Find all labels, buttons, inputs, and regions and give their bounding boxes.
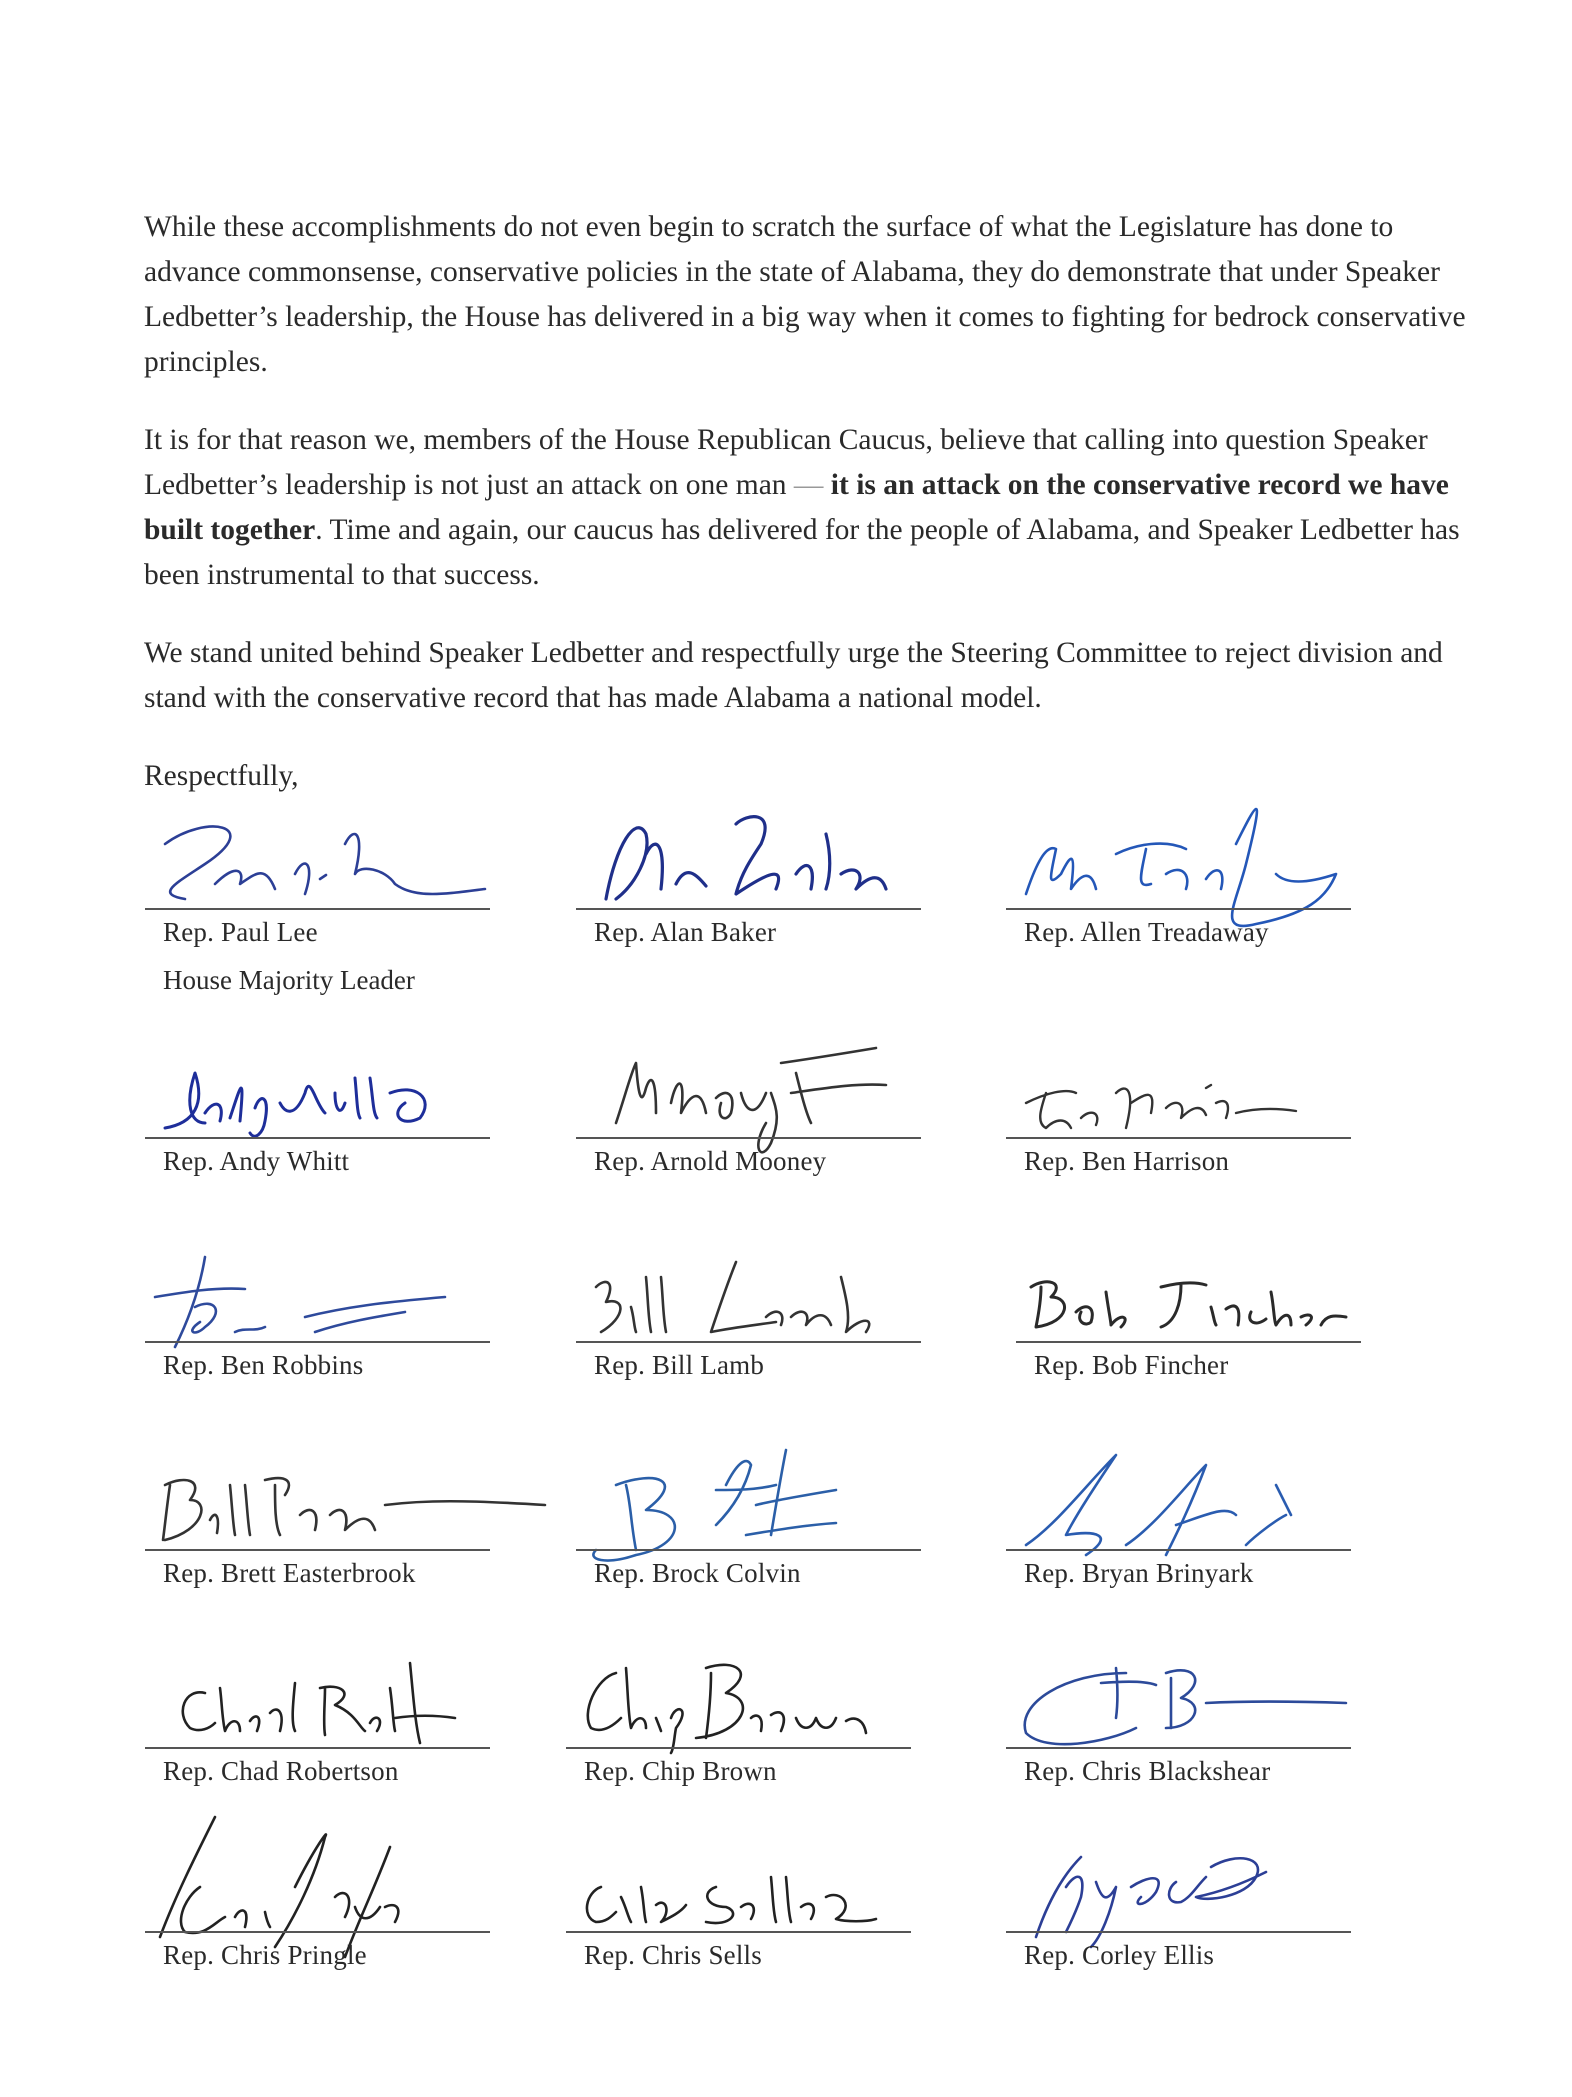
ink-stroke (160, 1817, 398, 1957)
signature-line (576, 908, 921, 910)
signature-block-bill-lamb (576, 1237, 921, 1397)
handwritten-signature (1006, 1643, 1351, 1773)
ink-stroke (587, 1877, 876, 1923)
handwritten-signature (1006, 1033, 1351, 1163)
signature-line (566, 1747, 911, 1749)
signatory-name: Rep. Chris Sells (584, 1940, 762, 1970)
signature-block-bryan-brinyark (1006, 1445, 1351, 1605)
signature-line (1006, 1137, 1351, 1139)
signature-block-chris-blackshear (1006, 1643, 1351, 1803)
signature-line (145, 1931, 490, 1933)
signature-line (566, 1931, 911, 1933)
signature-line (145, 908, 490, 910)
ink-stroke (606, 817, 886, 899)
signatory-name: Rep. Corley Ellis (1024, 1940, 1215, 1970)
handwritten-signature (145, 1237, 490, 1367)
handwritten-signature (1016, 1237, 1361, 1367)
ink-stroke (1026, 1455, 1291, 1555)
signature-line (145, 1747, 490, 1749)
signature-block-chris-sells (566, 1827, 911, 1987)
ink-stroke (165, 827, 485, 899)
signature-line (1006, 908, 1351, 910)
signature-block-paul-lee (145, 804, 490, 995)
ink-stroke (1036, 1857, 1266, 1947)
ink-stroke (588, 1665, 866, 1753)
paragraph-1: While these accomplishments do not even begin to scratch the surface of what the Legislature has done to advance commonsense, conservative policies in the state of Alabama, they do demonstrate that under Speaker Ledbetter’s leadership, the House has delivered in a big way when it comes to fighting for bedrock conservative principles. (144, 211, 1466, 378)
paragraph-3: We stand united behind Speaker Ledbetter and respectfully urge the Steering Committee to reject division and stand with the conservative record that has made Alabama a national model. (144, 637, 1443, 714)
signature-block-andy-whitt (145, 1033, 490, 1193)
signatory-name: Rep. Arnold Mooney (594, 1146, 827, 1176)
handwritten-signature (566, 1643, 911, 1773)
signatory-name: Rep. Ben Harrison (1024, 1146, 1230, 1176)
signature-block-allen-treadaway (1006, 804, 1351, 964)
signature-block-brock-colvin (576, 1445, 921, 1605)
signatory-name: Rep. Andy Whitt (163, 1146, 350, 1176)
signature-block-bob-fincher (1016, 1237, 1361, 1397)
handwritten-signature (576, 1033, 921, 1163)
signatory-name: Rep. Alan Baker (594, 917, 777, 947)
signature-block-ben-harrison (1006, 1033, 1351, 1193)
handwritten-signature (576, 1445, 921, 1575)
signature-block-chad-robertson (145, 1643, 490, 1803)
ink-stroke (593, 1450, 836, 1560)
signature-line (576, 1341, 921, 1343)
handwritten-signature (1006, 1827, 1351, 1957)
signature-line (145, 1137, 490, 1139)
signatory-name: Rep. Chris Blackshear (1024, 1756, 1271, 1786)
signatory-name: Rep. Bob Fincher (1034, 1350, 1229, 1380)
signature-line (145, 1341, 490, 1343)
em-dash: — (786, 469, 831, 501)
signature-block-corley-ellis (1006, 1827, 1351, 1987)
letter-body (144, 205, 1474, 832)
signature-block-ben-robbins (145, 1237, 490, 1397)
handwritten-signature (576, 804, 921, 934)
signatory-name: Rep. Bill Lamb (594, 1350, 765, 1380)
handwritten-signature (566, 1827, 911, 1957)
handwritten-signature (145, 1033, 490, 1163)
signatory-name: Rep. Paul Lee (163, 917, 318, 947)
signatory-name: Rep. Bryan Brinyark (1024, 1558, 1254, 1588)
paragraph-2-emphasis: it is an attack on the conservative record we have built together (144, 469, 1449, 546)
ink-stroke (163, 1478, 545, 1540)
paragraph-2-start: It is for that reason we, members of the House Republican Caucus, believe that calling into question Speaker Ledbetter’s leadership is not just an attack on one man (144, 424, 1428, 501)
ink-stroke (155, 1257, 445, 1347)
signatory-name: Rep. Chris Pringle (163, 1940, 367, 1970)
signatory-name: Rep. Chad Robertson (163, 1756, 399, 1786)
signatory-name: Rep. Ben Robbins (163, 1350, 364, 1380)
handwritten-signature (576, 1237, 921, 1367)
signature-block-chris-pringle (145, 1827, 490, 1987)
signature-block-brett-easterbrook (145, 1445, 490, 1605)
signature-line (576, 1137, 921, 1139)
handwritten-signature (145, 1643, 490, 1773)
signature-block-chip-brown (566, 1643, 911, 1803)
signature-line (1006, 1931, 1351, 1933)
paragraph-2 (144, 418, 1474, 598)
handwritten-signature (145, 1445, 490, 1575)
closing: Respectfully, (144, 760, 299, 792)
signatory-name: Rep. Chip Brown (584, 1756, 777, 1786)
signature-block-arnold-mooney (576, 1033, 921, 1193)
signature-line (1006, 1747, 1351, 1749)
ink-stroke (1025, 1668, 1346, 1744)
ink-stroke (165, 1073, 425, 1136)
signature-line (576, 1549, 921, 1551)
ink-stroke (1031, 1282, 1346, 1327)
ink-stroke (1026, 1085, 1296, 1128)
ink-stroke (183, 1663, 455, 1743)
handwritten-signature (145, 1827, 490, 1957)
handwritten-signature (1006, 1445, 1351, 1575)
paragraph-2-end: . Time and again, our caucus has delivered for the people of Alabama, and Speaker Ledbetter has been instrumental to that success. (144, 514, 1460, 591)
signature-block-alan-baker (576, 804, 921, 964)
signature-line (1016, 1341, 1361, 1343)
signatory-name: Rep. Allen Treadaway (1024, 917, 1269, 947)
signatory-title: House Majority Leader (163, 965, 415, 995)
signatory-name: Rep. Brett Easterbrook (163, 1558, 416, 1588)
signatory-name: Rep. Brock Colvin (594, 1558, 801, 1588)
handwritten-signature (145, 804, 490, 934)
signature-line (1006, 1549, 1351, 1551)
ink-stroke (596, 1262, 869, 1332)
handwritten-signature (1006, 804, 1351, 934)
signature-line (145, 1549, 490, 1551)
